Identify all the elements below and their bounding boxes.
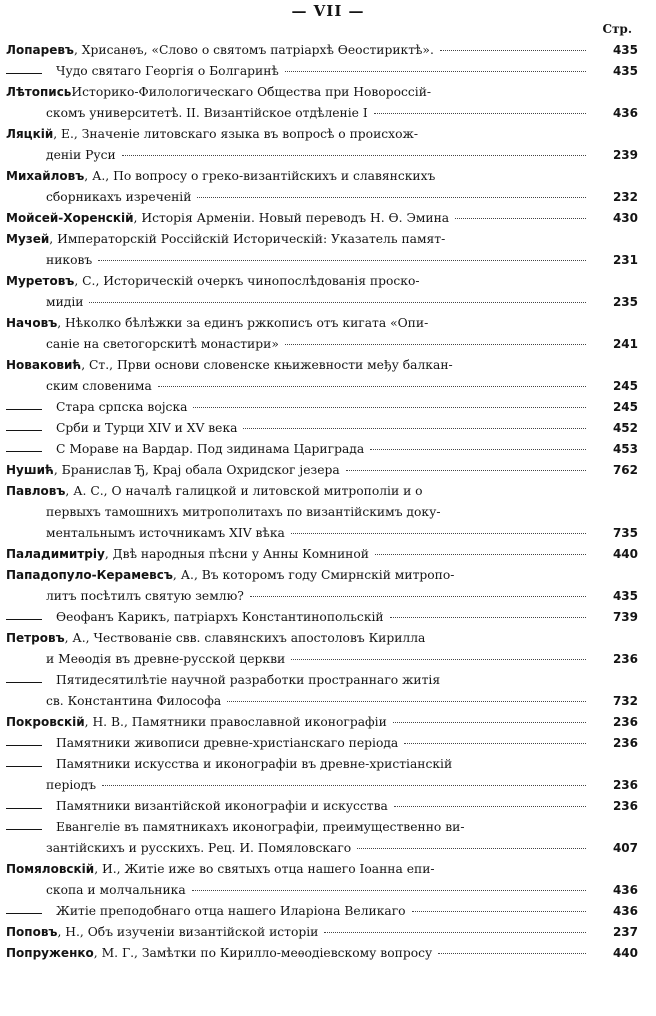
dot-leader xyxy=(375,554,586,555)
entry-line xyxy=(6,670,638,691)
author-name: Павловъ xyxy=(6,484,66,498)
index-entry xyxy=(6,61,638,82)
entry-line xyxy=(6,796,638,817)
index-entry xyxy=(6,712,638,733)
index-entry xyxy=(6,439,638,460)
entry-text: Памятники искусства и иконографіи въ древне-христіанскій xyxy=(56,757,453,771)
ditto-dash xyxy=(6,409,42,410)
entry-line xyxy=(6,208,638,229)
entry-text: , Двѣ народныя пѣсни у Анны Комниной xyxy=(104,547,369,561)
entry-line xyxy=(6,397,638,418)
dot-leader xyxy=(122,155,586,156)
page-number: 440 xyxy=(612,547,638,561)
page-number: 236 xyxy=(612,778,638,792)
dot-leader xyxy=(291,533,586,534)
entry-line xyxy=(6,292,638,313)
entry-text: Историко-Филологическаго Общества при Новороссій- xyxy=(71,85,432,99)
entry-line xyxy=(6,943,638,964)
entry-text: періодъ xyxy=(46,778,97,792)
ditto-dash xyxy=(6,766,42,767)
dot-leader xyxy=(412,911,586,912)
entry-line xyxy=(6,691,638,712)
page-number: 436 xyxy=(612,904,638,918)
dot-leader xyxy=(158,386,586,387)
entry-line xyxy=(6,712,638,733)
index-entry xyxy=(6,817,638,859)
author-name: Нушић xyxy=(6,463,54,477)
index-entry xyxy=(6,628,638,670)
dot-leader xyxy=(393,722,586,723)
author-name: Поповъ xyxy=(6,925,58,939)
author-name: Начовъ xyxy=(6,316,58,330)
ditto-dash xyxy=(6,451,42,452)
index-entry xyxy=(6,859,638,901)
author-name: Паладимитріу xyxy=(6,547,105,561)
author-name: Ляцкій xyxy=(6,127,54,141)
page-number: 435 xyxy=(612,64,638,78)
entry-text: , Нѣколко бѣлѣжки за единъ ржкописъ отъ кигата «Опи- xyxy=(57,316,429,330)
entry-line xyxy=(6,817,638,838)
dot-leader xyxy=(243,428,586,429)
dot-leader xyxy=(285,71,586,72)
dot-leader xyxy=(285,344,586,345)
index-entry xyxy=(6,481,638,544)
entry-line xyxy=(6,481,638,502)
index-entry xyxy=(6,40,638,61)
page-number-header: — VII — xyxy=(291,2,365,20)
entry-line xyxy=(6,607,638,628)
entry-text: , А. С., О началѣ галицкой и литовской митрополіи и о xyxy=(65,484,423,498)
entry-text: , Хрисанѳъ, «Слово о святомъ патріархѣ Ѳеостириктѣ». xyxy=(73,43,434,57)
entry-line xyxy=(6,40,638,61)
entry-line xyxy=(6,103,638,124)
dot-leader xyxy=(227,701,586,702)
entry-line xyxy=(6,880,638,901)
entry-text: , А., Въ которомъ году Смирнскій митропо- xyxy=(172,568,455,582)
entry-text: , М. Г., Замѣтки по Кирилло-меѳодіевскому вопросу xyxy=(93,946,433,960)
entry-line xyxy=(6,628,638,649)
ditto-dash xyxy=(6,682,42,683)
index-entry xyxy=(6,565,638,607)
page-number: 739 xyxy=(612,610,638,624)
page-number: 236 xyxy=(612,715,638,729)
author-name: Муретовъ xyxy=(6,274,75,288)
page-number: 236 xyxy=(612,799,638,813)
entry-text: С Мораве на Вардар. Под зидинама Цариграда xyxy=(56,442,365,456)
ditto-dash xyxy=(6,430,42,431)
page-number: 435 xyxy=(612,589,638,603)
dot-leader xyxy=(394,806,586,807)
index-entry xyxy=(6,460,638,481)
entry-text: , Исторія Арменіи. Новый переводъ Н. Ѳ. Эмина xyxy=(133,211,450,225)
author-name: Лѣтопись xyxy=(6,85,72,99)
entry-text: , А., Чествованіе свв. славянскихъ апостоловъ Кирилла xyxy=(64,631,426,645)
dot-leader xyxy=(374,113,586,114)
author-name: Новаковић xyxy=(6,358,82,372)
index-entry xyxy=(6,670,638,712)
author-name: Помяловскій xyxy=(6,862,95,876)
entry-line xyxy=(6,859,638,880)
dot-leader xyxy=(404,743,586,744)
dot-leader xyxy=(390,617,586,618)
dot-leader xyxy=(89,302,586,303)
entry-text: , И., Житіе иже во святыхъ отца нашего Іоанна епи- xyxy=(94,862,435,876)
ditto-dash xyxy=(6,619,42,620)
dot-leader xyxy=(438,953,586,954)
author-name: Мойсей-Хоренскій xyxy=(6,211,134,225)
index-entry xyxy=(6,313,638,355)
entry-line xyxy=(6,334,638,355)
ditto-dash xyxy=(6,73,42,74)
dot-leader xyxy=(193,407,586,408)
author-name: Пападопуло-Керамевсъ xyxy=(6,568,173,582)
page-number: 245 xyxy=(612,400,638,414)
page-number: 436 xyxy=(612,106,638,120)
entry-text: Пятидесятилѣтіе научной разработки пространнаго житія xyxy=(56,673,441,687)
entry-text: скопа и молчальника xyxy=(46,883,186,897)
entry-line xyxy=(6,61,638,82)
index-entry xyxy=(6,418,638,439)
entry-line xyxy=(6,418,638,439)
entry-text: Ѳеофанъ Карикъ, патріархъ Константинопольскій xyxy=(56,610,384,624)
entry-line xyxy=(6,376,638,397)
entry-text: , Ст., Први основи словенске књижевности међу балкан- xyxy=(81,358,453,372)
index-entry xyxy=(6,943,638,964)
entry-line xyxy=(6,838,638,859)
entry-text: Чудо святаго Георгія о Болгаринѣ xyxy=(56,64,279,78)
entry-line xyxy=(6,649,638,670)
index-entry xyxy=(6,754,638,796)
entry-text: сборникахъ изреченій xyxy=(46,190,192,204)
page-number: 231 xyxy=(612,253,638,267)
entry-text: , А., По вопросу о греко-византійскихъ и славянскихъ xyxy=(84,169,436,183)
author-name: Музей xyxy=(6,232,50,246)
entry-text: Памятники византійской иконографіи и искусства xyxy=(56,799,388,813)
entry-text: Евангеліе въ памятникахъ иконографіи, преимущественно ви- xyxy=(56,820,465,834)
dot-leader xyxy=(250,596,586,597)
entry-line xyxy=(6,922,638,943)
entry-text: мидіи xyxy=(46,295,84,309)
index-entry xyxy=(6,166,638,208)
author-name: Покровскій xyxy=(6,715,85,729)
entry-text: Стара српска војска xyxy=(56,400,188,414)
entry-line xyxy=(6,460,638,481)
entry-line xyxy=(6,565,638,586)
dot-leader xyxy=(440,50,586,51)
entry-text: ментальнымъ источникамъ XIV вѣка xyxy=(46,526,285,540)
page-number: 236 xyxy=(612,652,638,666)
entry-line xyxy=(6,544,638,565)
entry-text: Житіе преподобнаго отца нашего Иларіона Великаго xyxy=(56,904,406,918)
index-entry xyxy=(6,229,638,271)
index-entry xyxy=(6,607,638,628)
dot-leader xyxy=(102,785,586,786)
index-entry xyxy=(6,355,638,397)
entry-line xyxy=(6,733,638,754)
entry-text: , Н. В., Памятники православной иконографіи xyxy=(84,715,387,729)
entry-text: зантійскихъ и русскихъ. Рец. И. Помяловскаго xyxy=(46,841,352,855)
entry-line xyxy=(6,124,638,145)
entry-text: , С., Историческій очеркъ чинопослѣдованія проско- xyxy=(74,274,420,288)
dot-leader xyxy=(370,449,586,450)
page-column-label: Стр. xyxy=(602,22,632,36)
index-entry xyxy=(6,271,638,313)
entry-text: первыхъ тамошнихъ митрополитахъ по византійскимъ доку- xyxy=(46,505,441,519)
entry-line xyxy=(6,166,638,187)
entry-text: Срби и Турци XIV и XV века xyxy=(56,421,238,435)
entry-text: , Бранислав Ђ, Крај обала Охридског језера xyxy=(53,463,340,477)
entry-line xyxy=(6,250,638,271)
author-name: Михайловъ xyxy=(6,169,85,183)
page-number: 236 xyxy=(612,736,638,750)
entry-line xyxy=(6,586,638,607)
dot-leader xyxy=(98,260,586,261)
entry-line xyxy=(6,439,638,460)
page-number: 452 xyxy=(612,421,638,435)
entry-line xyxy=(6,271,638,292)
author-name: Попруженко xyxy=(6,946,94,960)
entry-line xyxy=(6,82,638,103)
dot-leader xyxy=(324,932,586,933)
ditto-dash xyxy=(6,745,42,746)
entry-line xyxy=(6,754,638,775)
page-number: 732 xyxy=(612,694,638,708)
page-number: 762 xyxy=(612,463,638,477)
page-number: 436 xyxy=(612,883,638,897)
entry-line xyxy=(6,523,638,544)
dot-leader xyxy=(291,659,586,660)
entry-text: , Е., Значеніе литовскаго языка въ вопросѣ о происхож- xyxy=(53,127,418,141)
index-entry xyxy=(6,124,638,166)
entry-text: , Н., Объ изученіи византійской исторіи xyxy=(57,925,319,939)
entry-text: и Меѳодія въ древне-русской церкви xyxy=(46,652,286,666)
page-number: 440 xyxy=(612,946,638,960)
dot-leader xyxy=(357,848,586,849)
dot-leader xyxy=(455,218,586,219)
page-number: 435 xyxy=(612,43,638,57)
page-number: 235 xyxy=(612,295,638,309)
entry-text: деніи Руси xyxy=(46,148,116,162)
page-number: 245 xyxy=(612,379,638,393)
page-number: 430 xyxy=(612,211,638,225)
dot-leader xyxy=(197,197,586,198)
index-entries-list xyxy=(6,40,638,964)
page-number: 735 xyxy=(612,526,638,540)
entry-text: ским словенима xyxy=(46,379,152,393)
page-number: 407 xyxy=(612,841,638,855)
entry-text: литъ посѣтилъ святую землю? xyxy=(46,589,244,603)
dot-leader xyxy=(192,890,586,891)
index-entry xyxy=(6,901,638,922)
page-number: 453 xyxy=(612,442,638,456)
entry-text: Памятники живописи древне-христіанскаго періода xyxy=(56,736,399,750)
page-number: 241 xyxy=(612,337,638,351)
entry-line xyxy=(6,145,638,166)
page-number: 237 xyxy=(612,925,638,939)
entry-line xyxy=(6,901,638,922)
entry-line xyxy=(6,502,638,523)
entry-text: никовъ xyxy=(46,253,93,267)
ditto-dash xyxy=(6,913,42,914)
entry-line xyxy=(6,775,638,796)
page-number: 239 xyxy=(612,148,638,162)
index-entry xyxy=(6,208,638,229)
dot-leader xyxy=(346,470,586,471)
index-entry xyxy=(6,82,638,124)
index-entry xyxy=(6,796,638,817)
entry-line xyxy=(6,229,638,250)
entry-text: саніе на светогорскитѣ монастири» xyxy=(46,337,279,351)
ditto-dash xyxy=(6,829,42,830)
index-entry xyxy=(6,397,638,418)
index-entry xyxy=(6,544,638,565)
author-name: Лопаревъ xyxy=(6,43,74,57)
entry-text: , Императорскій Россійскій Историческій: Указатель памят- xyxy=(49,232,446,246)
entry-text: св. Константина Философа xyxy=(46,694,222,708)
author-name: Петровъ xyxy=(6,631,65,645)
ditto-dash xyxy=(6,808,42,809)
page-number: 232 xyxy=(612,190,638,204)
entry-line xyxy=(6,187,638,208)
entry-line xyxy=(6,355,638,376)
index-entry xyxy=(6,733,638,754)
entry-line xyxy=(6,313,638,334)
entry-text: скомъ университетѣ. II. Византійское отдѣленіе I xyxy=(46,106,368,120)
index-entry xyxy=(6,922,638,943)
